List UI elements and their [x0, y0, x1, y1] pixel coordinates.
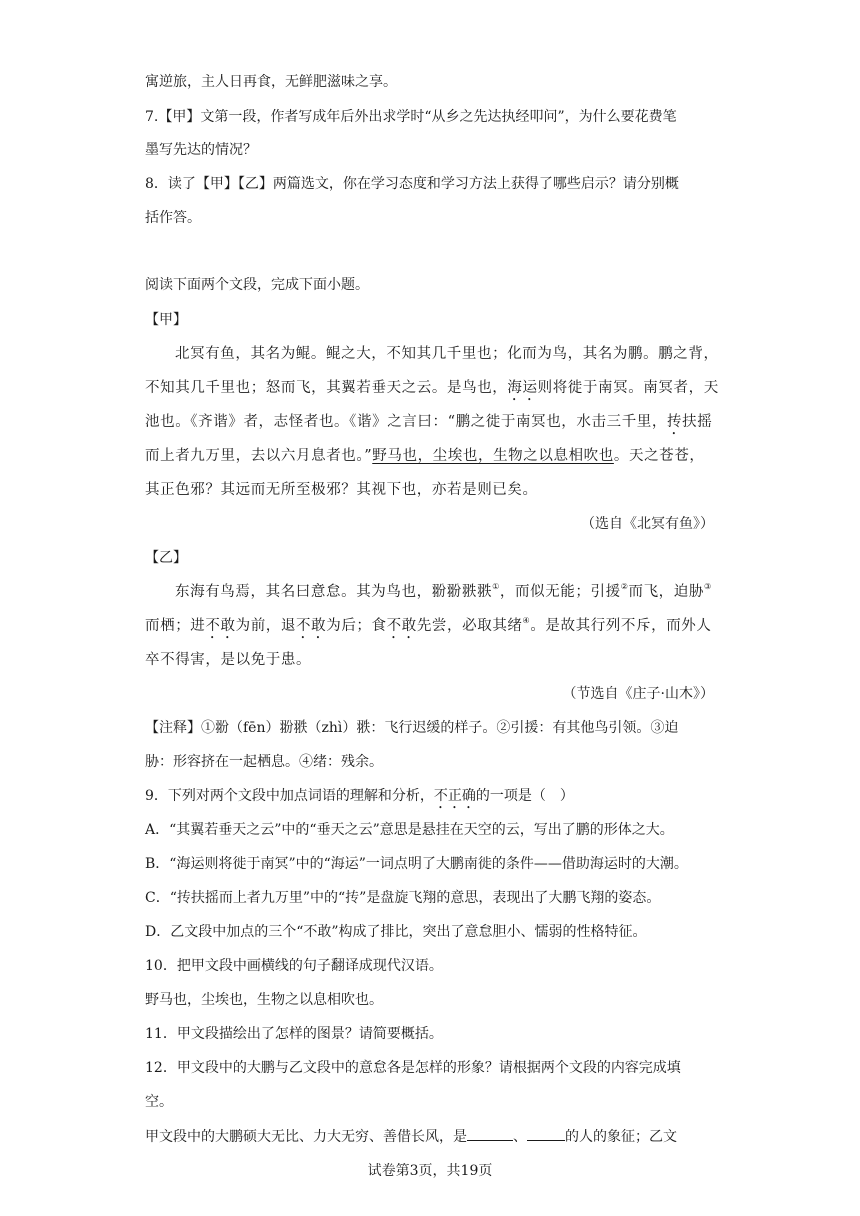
question-10: 10．把甲文段中画横线的句子翻译成现代汉语。: [145, 958, 443, 974]
question-8: 8．读了【甲】【乙】两篇选文，你在学习态度和学习方法上获得了哪些启示？请分别概: [145, 176, 679, 192]
text-line: 括作答。: [145, 210, 201, 226]
source-citation: （节选自《庄子·山木》）: [562, 686, 714, 702]
answer-blank[interactable]: [467, 1126, 513, 1141]
passage-jia-heading: 【甲】: [145, 312, 187, 328]
annotation-line: 胁：形容挤在一起栖息。④绪：残余。: [145, 754, 383, 770]
note-mark: ②: [620, 582, 629, 591]
passage-yi-line: 而栖；进不敢为前，退不敢为后；食不敢先尝，必取其绪④。是故其行列不斥，而外人: [145, 616, 712, 634]
note-mark: ③: [703, 582, 712, 591]
annotation-line: 【注释】①翂（fēn）翂翐（zhì）翐：飞行迟缓的样子。②引援：有其他鸟引领。③迫: [145, 720, 679, 736]
dotted-term: 不敢: [296, 618, 327, 634]
text-line: 墨写先达的情况？: [145, 142, 257, 158]
option-d: D．乙文段中加点的三个“不敢”构成了排比，突出了意怠胆小、懦弱的性格特征。: [145, 924, 647, 940]
passage-jia-line: 不知其几千里也；怒而飞，其翼若垂天之云。是鸟也，海运则将徙于南冥。南冥者，天: [145, 380, 719, 396]
passage-jia-line: 池也。《齐谐》者，志怪者也。《谐》之言曰：“鹏之徙于南冥也，水击三千里，抟扶摇: [145, 414, 713, 430]
option-c: C．“抟扶摇而上者九万里”中的“抟”是盘旋飞翔的意思，表现出了大鹏飞翔的姿态。: [145, 890, 661, 906]
option-b: B．“海运则将徙于南冥”中的“海运”一词点明了大鹏南徙的条件——借助海运时的大潮。: [145, 856, 688, 872]
dotted-term: 不正确: [433, 788, 476, 804]
source-citation: （选自《北冥有鱼》）: [581, 516, 714, 532]
note-mark: ①: [492, 582, 500, 591]
option-a: A．“其翼若垂天之云”中的“垂天之云”意思是悬挂在天空的云，写出了鹏的形体之大。: [145, 822, 674, 838]
dotted-term: 抟: [667, 414, 683, 430]
question-9: 9．下列对两个文段中加点词语的理解和分析，不正确的一项是（ ）: [145, 788, 574, 804]
note-mark: ④: [522, 616, 531, 625]
text-line: 野马也，尘埃也，生物之以息相吹也。: [145, 992, 383, 1008]
answer-blank[interactable]: [527, 1126, 565, 1141]
question-12: 12．甲文段中的大鹏与乙文段中的意怠各是怎样的形象？请根据两个文段的内容完成填: [145, 1060, 681, 1076]
text-line: 寓逆旅，主人日再食，无鲜肥滋味之享。: [145, 74, 397, 90]
passage-jia-line: 其正色邪？其远而无所至极邪？其视下也，亦若是则已矣。: [145, 482, 538, 498]
section-instruction: 阅读下面两个文段，完成下面小题。: [145, 277, 369, 293]
passage-jia-line: 北冥有鱼，其名为鲲。鲲之大，不知其几千里也；化而为鸟，其名为鹏。鹏之背，: [175, 346, 719, 362]
dotted-term: 不敢: [205, 618, 236, 634]
text-line: 空。: [145, 1094, 173, 1110]
underlined-sentence: 野马也，尘埃也，生物之以息相吹也: [372, 448, 614, 464]
question-11: 11．甲文段描绘出了怎样的图景？请简要概括。: [145, 1026, 443, 1042]
dotted-term: 海运: [507, 380, 538, 396]
passage-yi-line: 卒不得害，是以免于患。: [145, 652, 312, 668]
passage-yi-heading: 【乙】: [145, 550, 187, 566]
passage-jia-line: 而上者九万里，去以六月息者也。”野马也，尘埃也，生物之以息相吹也。天之苍苍，: [145, 448, 705, 464]
passage-yi-line: 东海有鸟焉，其名曰意怠。其为鸟也，翂翂翐翐①，而似无能；引援②而飞，迫胁③: [175, 582, 712, 600]
page-footer: 试卷第3页，共19页: [367, 1163, 493, 1179]
question-7: 7.【甲】文第一段，作者写成年后外出求学时“从乡之先达执经叩问”，为什么要花费笔: [145, 109, 677, 125]
fill-in-line: 甲文段中的大鹏硕大无比、力大无穷、善借长风，是 、 的人的象征；乙文: [145, 1126, 677, 1147]
dotted-term: 不敢: [386, 618, 417, 634]
